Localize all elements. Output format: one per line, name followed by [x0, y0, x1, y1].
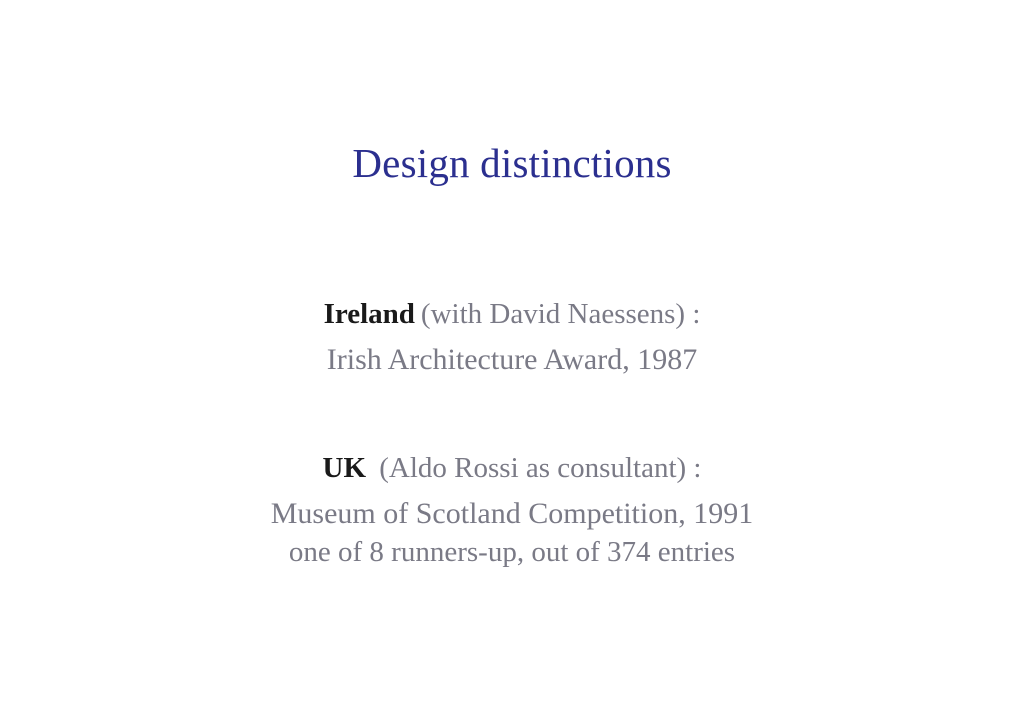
entry-uk-credit: (Aldo Rossi as consultant) :: [379, 452, 702, 484]
entry-uk-detail: Museum of Scotland Competition, 1991: [270, 497, 754, 531]
entry-ireland: [0, 296, 1024, 380]
entry-uk-country: UK: [322, 452, 367, 484]
entry-ireland-detail: Irish Architecture Award, 1987: [326, 343, 698, 377]
entry-ireland-credit: (with David Naessens) :: [420, 298, 701, 330]
entry-uk-heading: [0, 450, 1024, 487]
entry-uk-detail-secondary: one of 8 runners-up, out of 374 entries: [288, 535, 736, 568]
page-title: Design distinctions: [352, 140, 672, 186]
entry-ireland-country: Ireland: [323, 298, 415, 330]
entry-uk: [0, 450, 1024, 571]
entry-ireland-heading: [0, 296, 1024, 333]
